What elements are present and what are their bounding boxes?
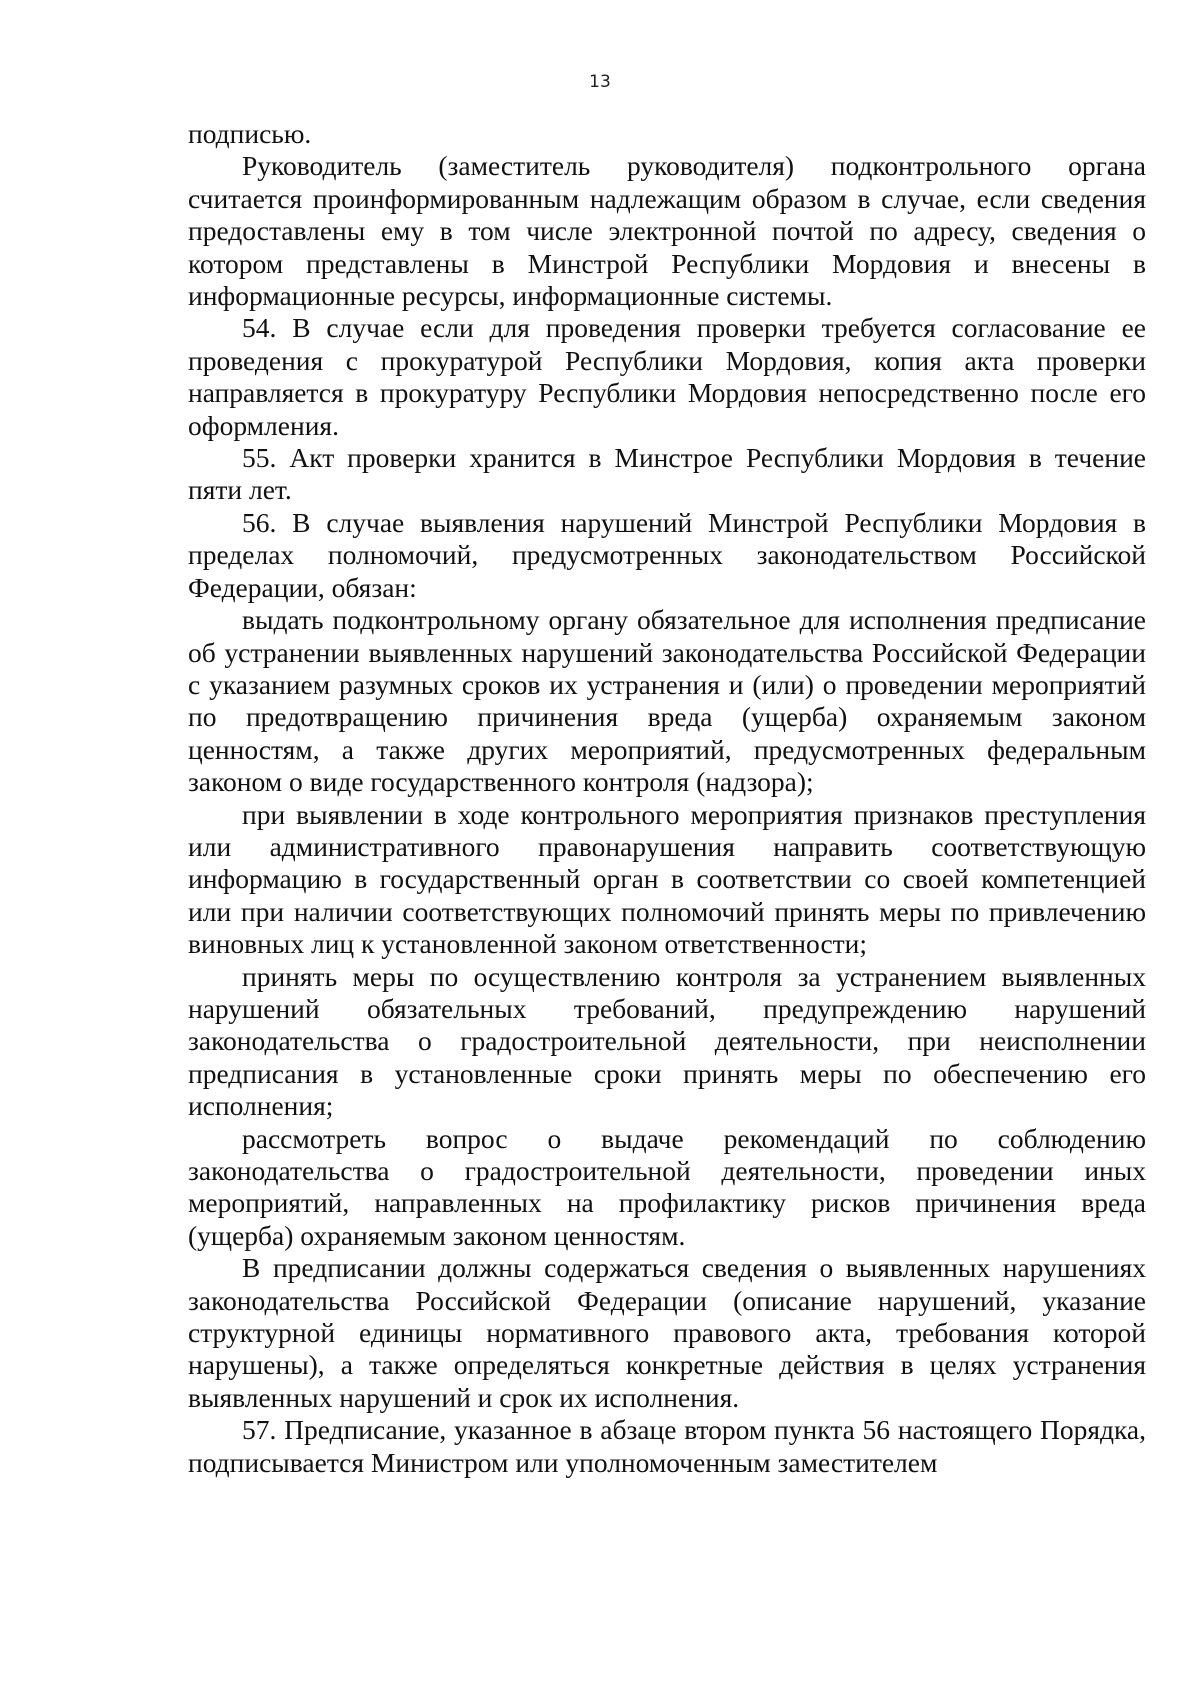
paragraph: 55. Акт проверки хранится в Минстрое Республики Мордовия в течение пяти лет. [188,442,1146,506]
paragraph: 57. Предписание, указанное в абзаце втором пункта 56 настоящего Порядка, подписывается Министром или уполномоченным заместителем [188,1414,1146,1478]
paragraph: 56. В случае выявления нарушений Минстрой Республики Мордовия в пределах полномочий, предусмотренных законодательством Российской Федерации, обязан: [188,506,1146,603]
paragraph: принять меры по осуществлению контроля за устранением выявленных нарушений обязательных требований, предупреждению нарушений законодательства о градостроительной деятельности, при неисполнении предписания в установленные сроки принять меры по обеспечению его исполнения; [188,960,1146,1122]
paragraph: выдать подконтрольному органу обязательное для исполнения предписание об устранении выявленных нарушений законодательства Российской Федерации с указанием разумных сроков их устранения и (или) о проведении мероприятий по предотвращению причинения вреда (ущерба) охраняемым законом ценностям, а также других мероприятий, предусмотренных федеральным законом о виде государственного контроля (надзора); [188,604,1146,798]
paragraph: при выявлении в ходе контрольного мероприятия признаков преступления или административного правонарушения направить соответствующую информацию в государственный орган в соответствии со своей компетенцией или при наличии соответствующих полномочий принять меры по привлечению виновных лиц к установленной законом ответственности; [188,798,1146,960]
paragraph: Руководитель (заместитель руководителя) подконтрольного органа считается проинформированным надлежащим образом в случае, если сведения предоставлены ему в том числе электронной почтой по адресу, сведения о котором представлены в Минстрой Республики Мордовия и внесены в информационные ресурсы, информационные системы. [188,150,1146,312]
document-body [188,118,1146,1479]
paragraph: рассмотреть вопрос о выдаче рекомендаций по соблюдению законодательства о градостроительной деятельности, проведении иных мероприятий, направленных на профилактику рисков причинения вреда (ущерба) охраняемым законом ценностям. [188,1122,1146,1251]
paragraph: 54. В случае если для проведения проверки требуется согласование ее проведения с прокуратурой Республики Мордовия, копия акта проверки направляется в прокуратуру Республики Мордовия непосредственно после его оформления. [188,312,1146,441]
page-number: 13 [589,72,611,92]
paragraph: В предписании должны содержаться сведения о выявленных нарушениях законодательства Российской Федерации (описание нарушений, указание структурной единицы нормативного правового акта, требования которой нарушены), а также определяться конкретные действия в целях устранения выявленных нарушений и срок их исполнения. [188,1252,1146,1413]
paragraph: подписью. [188,118,312,149]
